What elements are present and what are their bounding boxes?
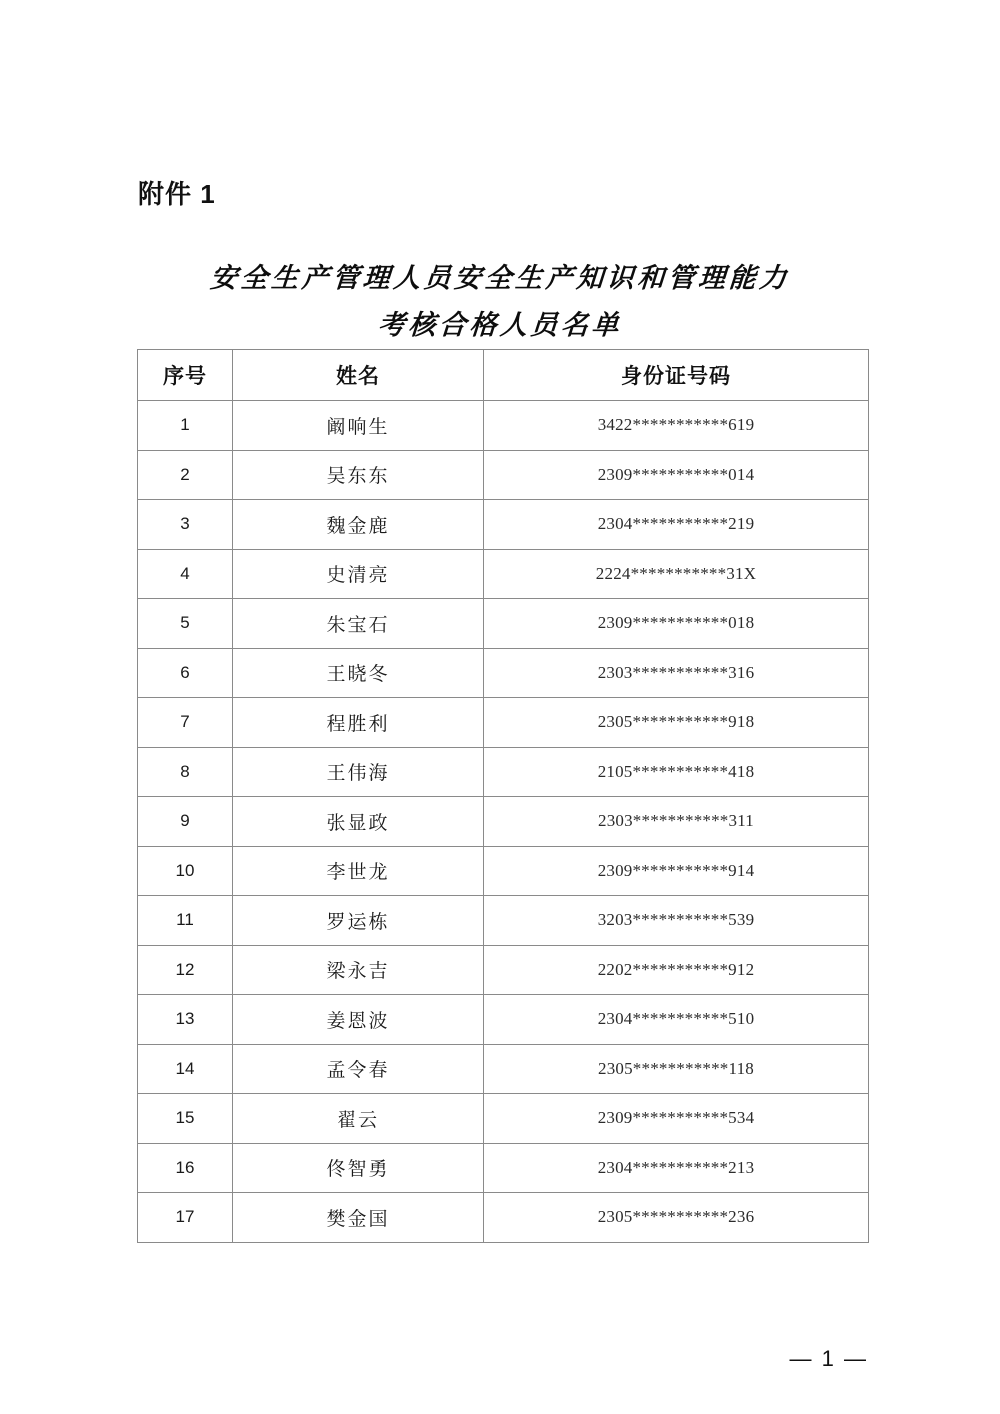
cell-id-number: 2305***********918 (484, 698, 869, 748)
column-header-name: 姓名 (233, 350, 484, 401)
cell-name: 罗运栋 (233, 896, 484, 946)
page-number-footer: — 1 — (789, 1346, 868, 1371)
cell-name: 王晓冬 (233, 648, 484, 698)
cell-id-number: 3422***********619 (484, 401, 869, 451)
table-row (138, 846, 869, 896)
cell-index: 7 (138, 698, 233, 748)
cell-index: 12 (138, 945, 233, 995)
table-row (138, 1044, 869, 1094)
cell-id-number: 2309***********014 (484, 450, 869, 500)
cell-name: 李世龙 (233, 846, 484, 896)
cell-index: 2 (138, 450, 233, 500)
document-title-line-2: 考核合格人员名单 (376, 310, 624, 341)
cell-name: 孟令春 (233, 1044, 484, 1094)
table-header (138, 350, 869, 401)
cell-name: 姜恩波 (233, 995, 484, 1045)
column-header-id-number: 身份证号码 (484, 350, 869, 401)
cell-index: 9 (138, 797, 233, 847)
cell-id-number: 2304***********213 (484, 1143, 869, 1193)
cell-index: 10 (138, 846, 233, 896)
cell-index: 8 (138, 747, 233, 797)
cell-name: 史清亮 (233, 549, 484, 599)
table-row (138, 995, 869, 1045)
cell-name: 程胜利 (233, 698, 484, 748)
table-row (138, 698, 869, 748)
cell-name: 樊金国 (233, 1193, 484, 1243)
cell-id-number: 2305***********236 (484, 1193, 869, 1243)
cell-name: 王伟海 (233, 747, 484, 797)
cell-name: 翟云 (233, 1094, 484, 1144)
cell-index: 13 (138, 995, 233, 1045)
cell-id-number: 2303***********316 (484, 648, 869, 698)
table-row (138, 648, 869, 698)
table-row (138, 500, 869, 550)
table-row (138, 945, 869, 995)
cell-name: 魏金鹿 (233, 500, 484, 550)
document-title (0, 255, 1000, 349)
cell-index: 16 (138, 1143, 233, 1193)
cell-name: 张显政 (233, 797, 484, 847)
table-row (138, 1193, 869, 1243)
cell-id-number: 2309***********018 (484, 599, 869, 649)
cell-id-number: 2309***********534 (484, 1094, 869, 1144)
table-header-row (138, 350, 869, 401)
cell-id-number: 2303***********311 (484, 797, 869, 847)
cell-index: 1 (138, 401, 233, 451)
table-row (138, 1094, 869, 1144)
cell-name: 朱宝石 (233, 599, 484, 649)
cell-id-number: 2202***********912 (484, 945, 869, 995)
cell-id-number: 2224***********31X (484, 549, 869, 599)
cell-index: 4 (138, 549, 233, 599)
table-row (138, 747, 869, 797)
table-row (138, 401, 869, 451)
cell-index: 15 (138, 1094, 233, 1144)
table-body (138, 401, 869, 1243)
cell-name: 佟智勇 (233, 1143, 484, 1193)
cell-id-number: 2304***********219 (484, 500, 869, 550)
cell-id-number: 3203***********539 (484, 896, 869, 946)
cell-id-number: 2105***********418 (484, 747, 869, 797)
cell-index: 6 (138, 648, 233, 698)
cell-index: 5 (138, 599, 233, 649)
cell-name: 吴东东 (233, 450, 484, 500)
cell-id-number: 2305***********118 (484, 1044, 869, 1094)
table-row (138, 896, 869, 946)
table-row (138, 797, 869, 847)
cell-index: 14 (138, 1044, 233, 1094)
attachment-label: 附件 1 (138, 179, 216, 209)
column-header-index: 序号 (138, 350, 233, 401)
cell-name: 阚响生 (233, 401, 484, 451)
table-row (138, 599, 869, 649)
cell-index: 11 (138, 896, 233, 946)
cell-index: 17 (138, 1193, 233, 1243)
table-row (138, 1143, 869, 1193)
cell-id-number: 2304***********510 (484, 995, 869, 1045)
document-title-line-1: 安全生产管理人员安全生产知识和管理能力 (209, 263, 791, 294)
cell-name: 梁永吉 (233, 945, 484, 995)
table-row (138, 450, 869, 500)
qualified-personnel-table (137, 349, 869, 1243)
cell-id-number: 2309***********914 (484, 846, 869, 896)
table-row (138, 549, 869, 599)
cell-index: 3 (138, 500, 233, 550)
